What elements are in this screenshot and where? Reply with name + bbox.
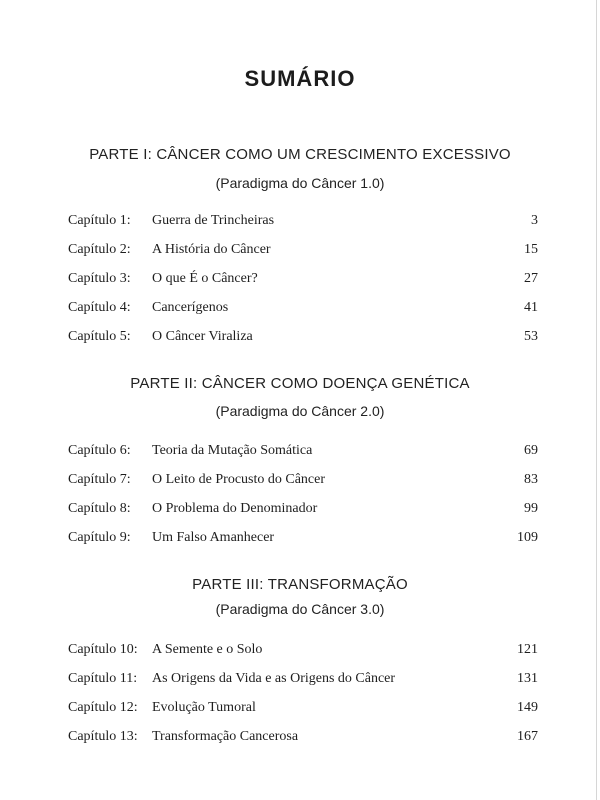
part-1-chapter-list bbox=[68, 213, 538, 358]
toc-row[interactable] bbox=[68, 329, 538, 358]
toc-row[interactable] bbox=[68, 443, 538, 472]
chapter-title: Transformação Cancerosa bbox=[152, 729, 299, 744]
part-1-heading: PARTE I: CÂNCER COMO UM CRESCIMENTO EXCESSIVO bbox=[89, 146, 511, 163]
toc-row[interactable] bbox=[68, 729, 538, 758]
part-3-heading: PARTE III: TRANSFORMAÇÃO bbox=[192, 576, 408, 593]
chapter-label: Capítulo 2: bbox=[68, 242, 131, 257]
chapter-title: Um Falso Amanhecer bbox=[152, 530, 275, 545]
chapter-label: Capítulo 12: bbox=[68, 700, 138, 715]
part-3-subtitle: (Paradigma do Câncer 3.0) bbox=[215, 601, 385, 617]
part-1-subtitle: (Paradigma do Câncer 1.0) bbox=[215, 175, 385, 191]
chapter-title: Guerra de Trincheiras bbox=[152, 213, 275, 228]
chapter-title: O Problema do Denominador bbox=[152, 501, 318, 516]
chapter-page: 109 bbox=[517, 530, 538, 545]
chapter-page: 83 bbox=[524, 472, 538, 487]
chapter-label: Capítulo 3: bbox=[68, 271, 131, 286]
chapter-title: O que É o Câncer? bbox=[152, 271, 258, 286]
chapter-label: Capítulo 8: bbox=[68, 501, 131, 516]
toc-row[interactable] bbox=[68, 472, 538, 501]
chapter-page: 27 bbox=[524, 271, 538, 286]
chapter-title: Evolução Tumoral bbox=[152, 700, 256, 715]
toc-row[interactable] bbox=[68, 671, 538, 700]
toc-row[interactable] bbox=[68, 501, 538, 530]
chapter-page: 99 bbox=[524, 501, 538, 516]
toc-row[interactable] bbox=[68, 530, 538, 559]
toc-row[interactable] bbox=[68, 700, 538, 729]
chapter-label: Capítulo 6: bbox=[68, 443, 131, 458]
part-2-chapter-list bbox=[68, 443, 538, 559]
page-title: SUMÁRIO bbox=[244, 66, 356, 91]
chapter-label: Capítulo 11: bbox=[68, 671, 138, 686]
chapter-page: 69 bbox=[524, 443, 538, 458]
part-2-subtitle: (Paradigma do Câncer 2.0) bbox=[215, 403, 385, 419]
chapter-label: Capítulo 4: bbox=[68, 300, 131, 315]
chapter-label: Capítulo 10: bbox=[68, 642, 138, 657]
toc-row[interactable] bbox=[68, 213, 538, 242]
chapter-label: Capítulo 7: bbox=[68, 472, 131, 487]
chapter-page: 167 bbox=[517, 729, 538, 744]
chapter-title: O Câncer Viraliza bbox=[152, 329, 253, 344]
chapter-title: Cancerígenos bbox=[152, 300, 229, 315]
chapter-page: 149 bbox=[517, 700, 538, 715]
chapter-label: Capítulo 1: bbox=[68, 213, 131, 228]
part-3-chapter-list bbox=[68, 642, 538, 758]
chapter-label: Capítulo 13: bbox=[68, 729, 138, 744]
chapter-page: 131 bbox=[517, 671, 538, 686]
chapter-page: 15 bbox=[524, 242, 538, 257]
chapter-title: A Semente e o Solo bbox=[152, 642, 263, 657]
chapter-title: Teoria da Mutação Somática bbox=[152, 443, 313, 458]
chapter-title: As Origens da Vida e as Origens do Câncer bbox=[152, 671, 396, 686]
chapter-page: 53 bbox=[524, 329, 538, 344]
toc-row[interactable] bbox=[68, 300, 538, 329]
chapter-label: Capítulo 5: bbox=[68, 329, 131, 344]
chapter-page: 3 bbox=[531, 213, 538, 228]
part-2-heading: PARTE II: CÂNCER COMO DOENÇA GENÉTICA bbox=[130, 375, 470, 392]
chapter-page: 121 bbox=[517, 642, 538, 657]
chapter-title: A História do Câncer bbox=[152, 242, 271, 257]
toc-row[interactable] bbox=[68, 642, 538, 671]
toc-row[interactable] bbox=[68, 242, 538, 271]
chapter-title: O Leito de Procusto do Câncer bbox=[152, 472, 326, 487]
chapter-label: Capítulo 9: bbox=[68, 530, 131, 545]
toc-row[interactable] bbox=[68, 271, 538, 300]
chapter-page: 41 bbox=[524, 300, 538, 315]
